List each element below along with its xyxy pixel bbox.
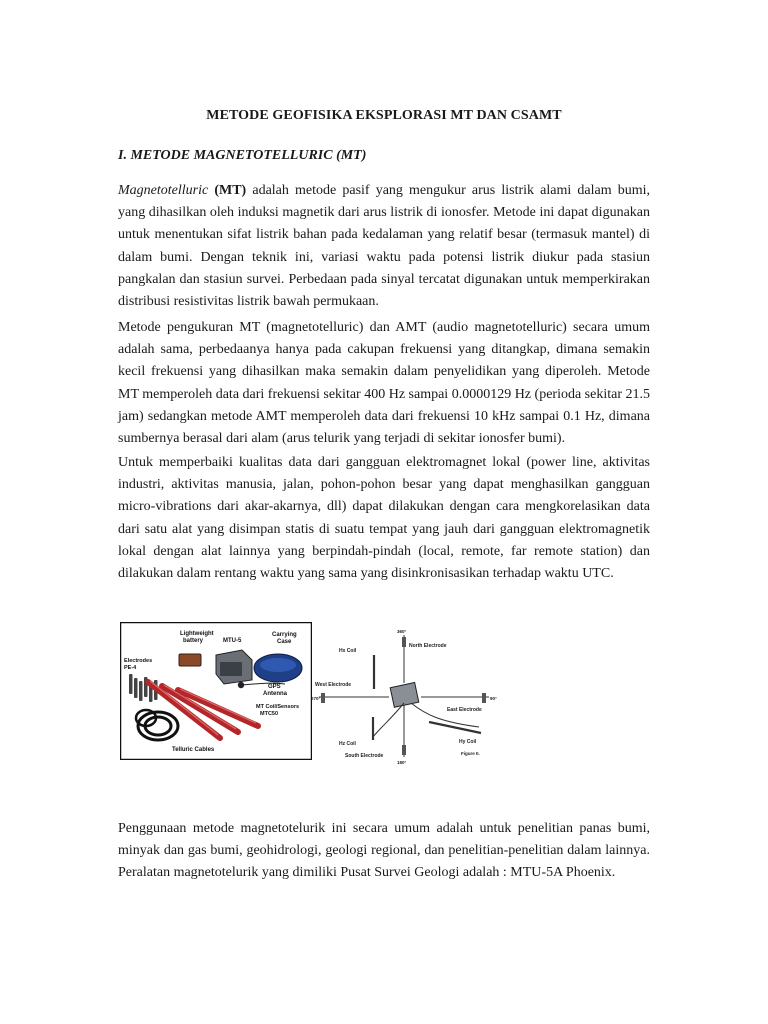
mtu-center-icon	[390, 683, 419, 708]
document-title: METODE GEOFISIKA EKSPLORASI MT DAN CSAMT	[206, 108, 562, 123]
label-hy-coil: Hy Coil	[459, 739, 477, 745]
paragraph-mt-definition	[118, 180, 650, 313]
label-battery-line2: battery	[183, 638, 204, 644]
paragraph-noise-correction: Untuk memperbaiki kualitas data dari gangguan elektromagnet lokal (power line, aktivitas industri, aktivitas manusia, jalan, pohon-pohon besar yang dapat menghasilkan gangguan micro-vibrations dari akar-akarnya, dll) dapat dilakukan dengan cara mengkorelasikan data dari satu alat yang disimpan statis di suatu tempat yang jauh dari gangguan elektromagnetik lokal dengan alat lainnya yang berpindah-pindah (local, remote, far remote station) dan dilakukan dalam rentang waktu yang sama yang disinkronisasikan terhadap waktu UTC.	[118, 455, 650, 582]
paragraph-mt-definition-text: adalah metode pasif yang mengukur arus listrik alami dalam bumi, yang dihasilkan oleh induksi magnetik dari arus listrik di ionosfer. Metode ini dapat digunakan untuk menentukan sifat listrik bahan pada kedalaman yang relatif besar (termasuk mantel) di dalam bumi. Dengan teknik ini, variasi waktu pada potensi listrik diukur pada stasiun pangkalan dan stasiun survei. Perbedaan pada sinyal tercatat digunakan untuk memperkirakan distribusi resistivitas listrik bawah permukaan.	[118, 183, 651, 310]
term-mt-abbrev: (MT)	[214, 183, 247, 198]
label-east-electrode: East Electrode	[447, 707, 482, 713]
label-mtu: MTU-5	[223, 638, 242, 644]
label-north-angle: 360°	[397, 629, 407, 634]
term-magnetotelluric: Magnetotelluric	[118, 183, 209, 198]
label-hx-coil: Hx Coil	[339, 648, 357, 654]
label-electrodes-line1: Electrodes	[124, 658, 153, 664]
north-electrode-icon	[402, 637, 406, 647]
carrying-case-top	[260, 658, 296, 672]
label-case-line2: Case	[277, 639, 292, 645]
mtu-unit-panel	[220, 662, 242, 676]
label-south-angle: 180°	[397, 760, 407, 765]
label-south-electrode: South Electrode	[345, 753, 384, 759]
label-west-angle: 270°	[311, 696, 321, 701]
label-gps-line1: GPS	[268, 684, 281, 690]
label-gps-line2: Antenna	[263, 691, 287, 697]
south-electrode-icon	[402, 745, 406, 755]
east-electrode-icon	[482, 693, 486, 703]
label-north-electrode: North Electrode	[409, 643, 447, 649]
equipment-figure	[120, 622, 312, 760]
label-hz-coil: Hz Coil	[339, 741, 356, 747]
hz-coil-wire	[373, 703, 404, 737]
west-electrode-icon	[321, 693, 325, 703]
label-east-angle: 90°	[490, 696, 497, 701]
station-layout-figure	[311, 627, 501, 765]
battery-image	[179, 654, 201, 666]
paragraph-mt-amt-comparison: Metode pengukuran MT (magnetotelluric) dan AMT (audio magnetotelluric) secara umum adalah sama, perbedaanya hanya pada cakupan frekuensi yang ditangkap, dimana semakin kecil frekuensi yang dihasilkan maka semakin dalam penyelidikan yang diperoleh. Metode MT memperoleh data dari frekuensi sekitar 400 Hz sampai 0.0000129 Hz (perioda sekitar 21.5 jam) sedangkan metode AMT memperoleh data dari frekuensi 10 kHz sampai 0.1 Hz, dimana sumbernya berasal dari alam (arus telurik yang terjadi di sekitar ionosfer bumi).	[118, 320, 650, 447]
section-heading: I. METODE MAGNETOTELLURIC (MT)	[118, 148, 367, 163]
hy-coil-icon	[429, 722, 481, 733]
figure-caption: Figure II.	[461, 751, 480, 756]
label-cables: Telluric Cables	[172, 747, 215, 753]
label-coil-line1: MT Coil/Sensors	[256, 704, 300, 710]
label-case-line1: Carrying	[272, 632, 297, 638]
label-electrodes-line2: PE-4	[124, 665, 137, 671]
label-west-electrode: West Electrode	[315, 682, 352, 688]
paragraph-applications: Penggunaan metode magnetotelurik ini secara umum adalah untuk penelitian panas bumi, minyak dan gas bumi, geohidrologi, geologi regional, dan penelitian-penelitian dalam lainnya. Peralatan magnetotelurik yang dimiliki Pusat Survei Geologi adalah : MTU-5A Phoenix.	[118, 821, 650, 881]
label-coil-line2: MTC50	[260, 711, 279, 717]
label-battery-line1: Lightweight	[180, 631, 214, 637]
